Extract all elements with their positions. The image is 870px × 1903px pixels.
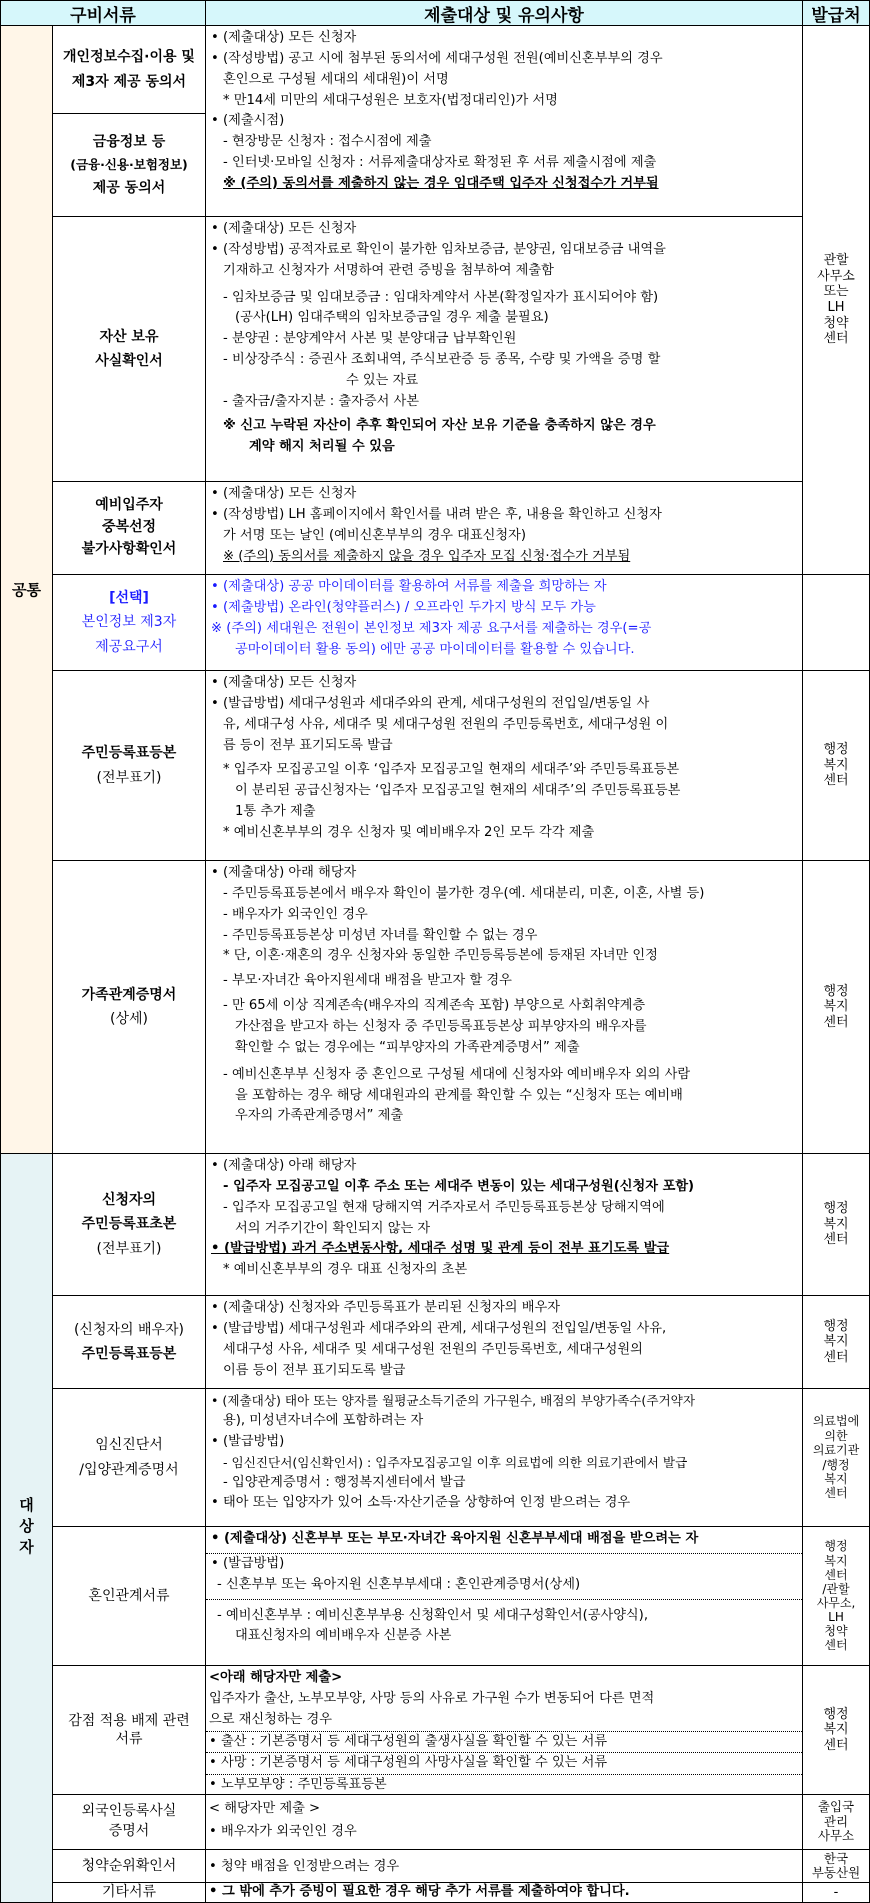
doc-label: 금융정보 등 — [92, 133, 166, 150]
group-target — [1, 1154, 53, 1902]
group-target-label: 대상자 — [17, 1496, 35, 1560]
doc-label: 사실확인서 — [95, 353, 163, 369]
doc-marriage — [53, 1527, 206, 1666]
doc-duplicate-check — [53, 482, 206, 575]
issuer-line: 복지 — [823, 1722, 849, 1738]
note-line: 름 등이 전부 표기되도록 발급 — [223, 737, 393, 753]
note-line: • (제출방법) 온라인(청약플러스) / 오프라인 두가지 방식 모두 가능 — [211, 599, 596, 615]
note-line: • (작성방법) LH 홈페이지에서 확인서를 내려 받은 후, 내용을 확인하고 신청자 — [211, 506, 662, 522]
issuer-line: 사무소, — [816, 1596, 856, 1610]
doc-label: 불가사항확인서 — [81, 540, 177, 557]
doc-label: 기타서류 — [101, 1884, 157, 1901]
note-line: * 예비신혼부부의 경우 신청자 및 예비배우자 2인 모두 각각 제출 — [223, 825, 595, 841]
doc-label: 자산 보유 — [99, 328, 159, 345]
group-common-label: 공통 — [12, 581, 41, 599]
doc-label: 제3자 제공 동의서 — [71, 73, 187, 90]
doc-label: 신청자의 — [101, 1191, 157, 1208]
note-line: • (제출대상) 신혼부부 또는 부모·자녀간 육아지원 신혼부부세대 배점을 받으려는 자 — [211, 1531, 699, 1546]
issuer-line: 센터 — [823, 331, 849, 347]
doc-other — [53, 1883, 206, 1902]
note-line: < 해당자만 제출 > — [209, 1801, 321, 1816]
doc-label: (신청자의 배우자) — [73, 1321, 185, 1338]
issuer-line: 행정 — [823, 1318, 849, 1334]
note-line: 을 포함하는 경우 해당 세대원과의 관계를 확인할 수 있는 “신청자 또는 예비배 — [235, 1087, 683, 1103]
note-line: * 단, 이혼·재혼의 경우 신청자와 동일한 주민등록등본에 등재된 자녀만 인정 — [223, 948, 658, 964]
doc-label: 제공요구서 — [95, 638, 163, 655]
doc-label: (상세) — [110, 1011, 148, 1027]
note-line: • (작성방법) 공적자료로 확인이 불가한 임차보증금, 분양권, 임대보증금 내역을 — [211, 241, 666, 257]
issuer-line: 센터 — [823, 773, 849, 789]
note-line: 으로 재신청하는 경우 — [209, 1711, 333, 1727]
note-line: - 임차보증금 및 임대보증금 : 임대차계약서 사본(확정일자가 표시되어야 함) — [223, 289, 659, 305]
issuer-admin-center — [803, 861, 869, 1154]
doc-label: 임신진단서 — [95, 1437, 163, 1453]
note-line: - 분양권 : 분양계약서 사본 및 분양대금 납부확인원 — [223, 331, 517, 347]
note-line: 세대구성 사유, 세대주 및 세대구성원 전원의 주민등록번호, 세대구성원의 — [223, 1341, 643, 1357]
note-line: - 비상장주식 : 증권사 조회내역, 주식보관증 등 종목, 수량 및 가액을 증명 할 — [223, 352, 661, 368]
note-line: 1통 추가 제출 — [235, 804, 316, 820]
note-line: • 청약 배점을 인정받으려는 경우 — [209, 1858, 400, 1874]
note-line: • (제출대상) 공공 마이데이터를 활용하여 서류를 제출을 희망하는 자 — [211, 579, 607, 594]
note-line: - 예비신혼부부 : 예비신혼부부용 신청확인서 및 세대구성확인서(공사양식), — [217, 1607, 649, 1623]
note-line: 혼인으로 구성될 세대의 세대원)이 서명 — [223, 71, 449, 87]
notes-deduction — [206, 1666, 803, 1795]
issuer-admin-center — [803, 1666, 869, 1795]
issuer-line: 센터 — [823, 1014, 849, 1030]
doc-label: 중복선정 — [101, 519, 157, 536]
note-line: 가산점을 받고자 하는 신청자 중 주민등록표등본상 피부양자의 배우자를 — [235, 1019, 647, 1035]
note-line: • (제출대상) 신청자와 주민등록표가 분리된 신청자의 배우자 — [211, 1300, 560, 1315]
issuer-line: 복지 — [824, 1553, 848, 1568]
issuer-line: 청약 — [823, 315, 849, 331]
doc-asset-confirmation — [53, 217, 206, 482]
issuer-admin-center — [803, 1154, 869, 1296]
doc-label: 외국인등록사실 — [81, 1803, 177, 1820]
issuer-line: 복지 — [823, 999, 849, 1015]
doc-spouse-resident — [53, 1296, 206, 1389]
issuer-line: 행정 — [824, 1539, 848, 1554]
note-line: - 주민등록표등본상 미성년 자녀를 확인할 수 없는 경우 — [223, 927, 538, 943]
note-line: * 예비신혼부부의 경우 대표 신청자의 초본 — [223, 1262, 468, 1278]
header-issuer: 발급처 — [803, 1, 869, 26]
notes-foreigner — [206, 1795, 803, 1850]
doc-label: 주민등록표등본 — [81, 745, 177, 761]
notes-asset — [206, 217, 803, 482]
notes-mydata — [206, 575, 803, 671]
note-line: (공사(LH) 임대주택의 임차보증금일 경우 제출 불필요) — [235, 310, 549, 326]
note-line: 우자의 가족관계증명서” 제출 — [235, 1108, 404, 1124]
note-line: 대표신청자의 예비배우자 신분증 사본 — [235, 1628, 452, 1644]
note-line: - 입주자 모집공고일 이후 주소 또는 세대주 변동이 있는 세대구성원(신청자 포함) — [223, 1178, 695, 1194]
note-line: • 태아 또는 입양자가 있어 소득·자산기준을 상향하여 인정 받으려는 경우 — [211, 1495, 631, 1511]
note-line: - 배우자가 외국인인 경우 — [223, 906, 368, 922]
note-line: • (제출대상) 모든 신청자 — [211, 675, 357, 690]
note-line: 수 있는 자료 — [346, 373, 419, 389]
issuer-line: 출입국 — [817, 1799, 855, 1815]
issuer-line: - — [833, 1884, 839, 1900]
issuer-line: 또는 — [823, 284, 849, 300]
issuer-line: 의료법에 — [812, 1414, 860, 1429]
notes-ranking — [206, 1850, 803, 1883]
doc-label: 혼인관계서류 — [88, 1587, 170, 1604]
issuer-line: 관할 — [823, 253, 849, 269]
note-line: • (제출대상) 모든 신청자 — [211, 221, 357, 236]
issuer-line: 센터 — [824, 1567, 848, 1582]
doc-label: 개인정보수집·이용 및 — [63, 49, 195, 65]
issuer-line: 행정 — [823, 1201, 849, 1217]
issuer-line: 행정 — [823, 742, 849, 758]
note-line: • (발급방법) — [211, 1433, 285, 1449]
note-line: • (제출대상) 모든 신청자 — [211, 30, 357, 45]
warning-line: ※ 신고 누락된 자산이 추후 확인되어 자산 보유 기준을 충족하지 않은 경우 — [223, 417, 656, 433]
note-line: • (제출대상) 태아 또는 양자를 월평균소득기준의 가구원수, 배점의 부양가족수(주거약자 — [211, 1393, 695, 1408]
header-notes: 제출대상 및 유의사항 — [206, 1, 803, 26]
note-line: • (제출대상) 아래 해당자 — [211, 1158, 357, 1173]
issuer-line: 관리 — [823, 1813, 849, 1829]
notes-pregnancy — [206, 1389, 803, 1527]
doc-label: (전부표기) — [96, 769, 162, 786]
note-line: • 그 밖에 추가 증빙이 필요한 경우 해당 추가 서류를 제출하여야 합니다. — [209, 1884, 630, 1899]
issuer-line: LH — [827, 300, 845, 315]
notes-other — [206, 1883, 803, 1902]
doc-subscription-ranking — [53, 1850, 206, 1883]
note-line: 공마이데이터 활용 동의) 에만 공공 마이데이터를 활용할 수 있습니다. — [235, 641, 635, 657]
doc-label: 서류 — [115, 1731, 143, 1747]
note-line: ※ (주의) 세대원은 전원이 본인정보 제3자 제공 요구서를 제출하는 경우(=공 — [211, 620, 652, 636]
notes-spouse — [206, 1296, 803, 1389]
issuer-line: 행정 — [823, 983, 849, 999]
note-line: • (제출대상) 모든 신청자 — [211, 486, 357, 501]
doc-resident-abstract — [53, 1154, 206, 1296]
header-documents: 구비서류 — [1, 1, 206, 26]
issuer-line: LH — [828, 1610, 844, 1625]
issuer-line: 사무소 — [817, 268, 855, 284]
note-line: • (작성방법) 공고 시에 첨부된 동의서에 세대구성원 전원(예비신혼부부의 경우 — [211, 50, 663, 66]
note-line: <아래 해당자만 제출> — [209, 1670, 343, 1685]
issuer-line: 복지 — [824, 1471, 848, 1486]
note-line: • (제출대상) 아래 해당자 — [211, 865, 357, 880]
doc-pregnancy-adoption — [53, 1389, 206, 1527]
doc-label: 예비입주자 — [95, 497, 163, 514]
note-line: 서의 거주기간이 확인되지 않는 자 — [235, 1220, 431, 1236]
issuer-line: 센터 — [824, 1486, 848, 1501]
doc-label: 주민등록표등본 — [81, 1346, 177, 1362]
doc-label: (금융·신용·보험정보) — [70, 157, 188, 173]
issuer-line: 사무소 — [817, 1828, 855, 1844]
issuer-admin-center — [803, 671, 869, 861]
doc-label: 본인정보 제3자 — [81, 614, 177, 631]
note-line: • (발급방법) 과거 주소변동사항, 세대주 성명 및 관계 등이 전부 표기도록 발급 — [211, 1241, 670, 1257]
issuer-medical-or-admin — [803, 1389, 869, 1527]
issuer-line: 센터 — [823, 1349, 849, 1365]
issuer-line: 청약 — [824, 1624, 848, 1639]
note-line: - 예비신혼부부 신청자 중 혼인으로 구성될 세대에 신청자와 예비배우자 외의 사람 — [223, 1066, 691, 1082]
note-line: 기재하고 신청자가 서명하여 관련 증빙을 첨부하여 제출함 — [223, 262, 554, 278]
issuer-none — [803, 1883, 869, 1902]
issuer-line: 행정 — [823, 1706, 849, 1722]
note-line: 이 분리된 공급신청자는 ‘입주자 모집공고일 현재의 세대주’의 주민등록표등본 — [235, 783, 681, 799]
note-line: - 입양관계증명서 : 행정복지센터에서 발급 — [223, 1474, 466, 1490]
warning-line: ※ (주의) 동의서를 제출하지 않는 경우 임대주택 입주자 신청접수가 거부됨 — [223, 176, 659, 192]
notes-family — [206, 861, 803, 1154]
note-line: 이름 등이 전부 표기되도록 발급 — [223, 1362, 406, 1378]
notes-consent — [206, 26, 803, 217]
issuer-line: /행정 — [822, 1457, 850, 1472]
doc-label: 증명서 — [108, 1823, 150, 1839]
note-line: • (제출시점) — [211, 113, 285, 129]
doc-finance-consent — [53, 114, 206, 217]
issuer-line: 복지 — [823, 757, 849, 773]
issuer-admin-center — [803, 1296, 869, 1389]
doc-label: (전부표기) — [96, 1240, 162, 1257]
doc-deduction-exclusion — [53, 1666, 206, 1795]
doc-privacy-consent — [53, 26, 206, 114]
issuer-line: 의료기관 — [812, 1443, 860, 1458]
note-line: - 현장방문 신청자 : 접수시점에 제출 — [223, 134, 432, 150]
note-line: • (발급방법) 세대구성원과 세대주와의 관계, 세대구성원의 전입일/변동일 사 — [211, 695, 650, 711]
issuer-lh-office — [803, 26, 869, 575]
doc-foreigner-registration — [53, 1795, 206, 1850]
issuer-line: /관할 — [822, 1581, 850, 1596]
issuer-korea-real-estate-board — [803, 1850, 869, 1883]
note-line: - 만 65세 이상 직계존속(배우자의 직계존속 포함) 부양으로 사회취약계층 — [223, 998, 646, 1014]
note-line: • 배우자가 외국인인 경우 — [209, 1824, 357, 1840]
notes-duplicate — [206, 482, 803, 575]
issuer-empty — [803, 575, 869, 671]
note-line: - 임신진단서(임신확인서) : 입주자모집공고일 이후 의료법에 의한 의료기관에서 발급 — [223, 1454, 688, 1470]
issuer-admin-or-lh — [803, 1527, 869, 1666]
issuer-line: 센터 — [823, 1232, 849, 1248]
note-line: * 입주자 모집공고일 이후 ‘입주자 모집공고일 현재의 세대주’와 주민등록표등본 — [223, 762, 680, 778]
warning-line: 계약 해지 처리될 수 있음 — [249, 438, 395, 454]
notes-resident — [206, 671, 803, 861]
issuer-line: 부동산원 — [811, 1865, 861, 1880]
note-line: - 입주자 모집공고일 현재 당해지역 거주자로서 주민등록표등본상 당해지역에 — [223, 1199, 665, 1215]
note-line: - 출자금/출자지분 : 출자증서 사본 — [223, 393, 420, 409]
doc-label: 제공 동의서 — [92, 179, 166, 196]
note-line: • 출산 : 기본증명서 등 세대구성원의 출생사실을 확인할 수 있는 서류 — [206, 1731, 802, 1753]
note-line: * 만14세 미만의 세대구성원은 보호자(법정대리인)가 서명 — [223, 92, 558, 108]
note-line: - 부모·자녀간 육아지원세대 배점을 받고자 할 경우 — [223, 973, 512, 989]
doc-label: 주민등록표초본 — [81, 1216, 177, 1233]
issuer-immigration-office — [803, 1795, 869, 1850]
doc-label: /입양관계증명서 — [79, 1461, 179, 1478]
note-line: 입주자가 출산, 노부모부양, 사망 등의 사유로 가구원 수가 변동되어 다른 면적 — [209, 1690, 655, 1706]
note-line: - 인터넷·모바일 신청자 : 서류제출대상자로 확정된 후 서류 제출시점에 제출 — [223, 155, 657, 171]
issuer-line: 한국 — [823, 1851, 849, 1867]
note-line: 유, 세대구성 사유, 세대주 및 세대구성원 전원의 주민등록번호, 세대구성원 이 — [223, 716, 669, 732]
doc-label: 가족관계증명서 — [81, 986, 177, 1003]
doc-label: 청약순위확인서 — [81, 1857, 177, 1874]
note-line: 확인할 수 없는 경우에는 “피부양자의 가족관계증명서” 제출 — [235, 1039, 580, 1055]
note-line: • 사망 : 기본증명서 등 세대구성원의 사망사실을 확인할 수 있는 서류 — [206, 1752, 802, 1774]
doc-label: 감점 적용 배제 관련 — [68, 1712, 190, 1729]
note-line: • 노부모부양 : 주민등록표등본 — [206, 1774, 802, 1796]
group-common — [1, 26, 53, 1154]
issuer-line: 복지 — [823, 1216, 849, 1232]
doc-resident-registration — [53, 671, 206, 861]
warning-line: ※ (주의) 동의서를 제출하지 않을 경우 입주자 모집 신청·접수가 거부됨 — [223, 548, 631, 564]
issuer-line: 의한 — [824, 1428, 848, 1443]
notes-marriage — [206, 1527, 803, 1666]
issuer-line: 복지 — [823, 1334, 849, 1350]
note-line: • (발급방법) — [211, 1555, 285, 1571]
note-line: 가 서명 또는 날인 (예비신혼부부의 경우 대표신청자) — [223, 527, 526, 543]
issuer-line: 센터 — [823, 1737, 849, 1753]
note-line: • (발급방법) 세대구성원과 세대주와의 관계, 세대구성원의 전입일/변동일 사유, — [211, 1320, 667, 1336]
doc-mydata-request — [53, 575, 206, 671]
issuer-line: 센터 — [824, 1638, 848, 1653]
note-line: - 주민등록표등본에서 배우자 확인이 불가한 경우(예. 세대분리, 미혼, 이혼, 사별 등) — [223, 885, 705, 901]
note-line: 용), 미성년자녀수에 포함하려는 자 — [223, 1412, 424, 1428]
doc-label: [선택] — [109, 589, 149, 606]
doc-family-relation — [53, 861, 206, 1154]
note-line: - 신혼부부 또는 육아지원 신혼부부세대 : 혼인관계증명서(상세) — [217, 1576, 581, 1592]
notes-abstract — [206, 1154, 803, 1296]
